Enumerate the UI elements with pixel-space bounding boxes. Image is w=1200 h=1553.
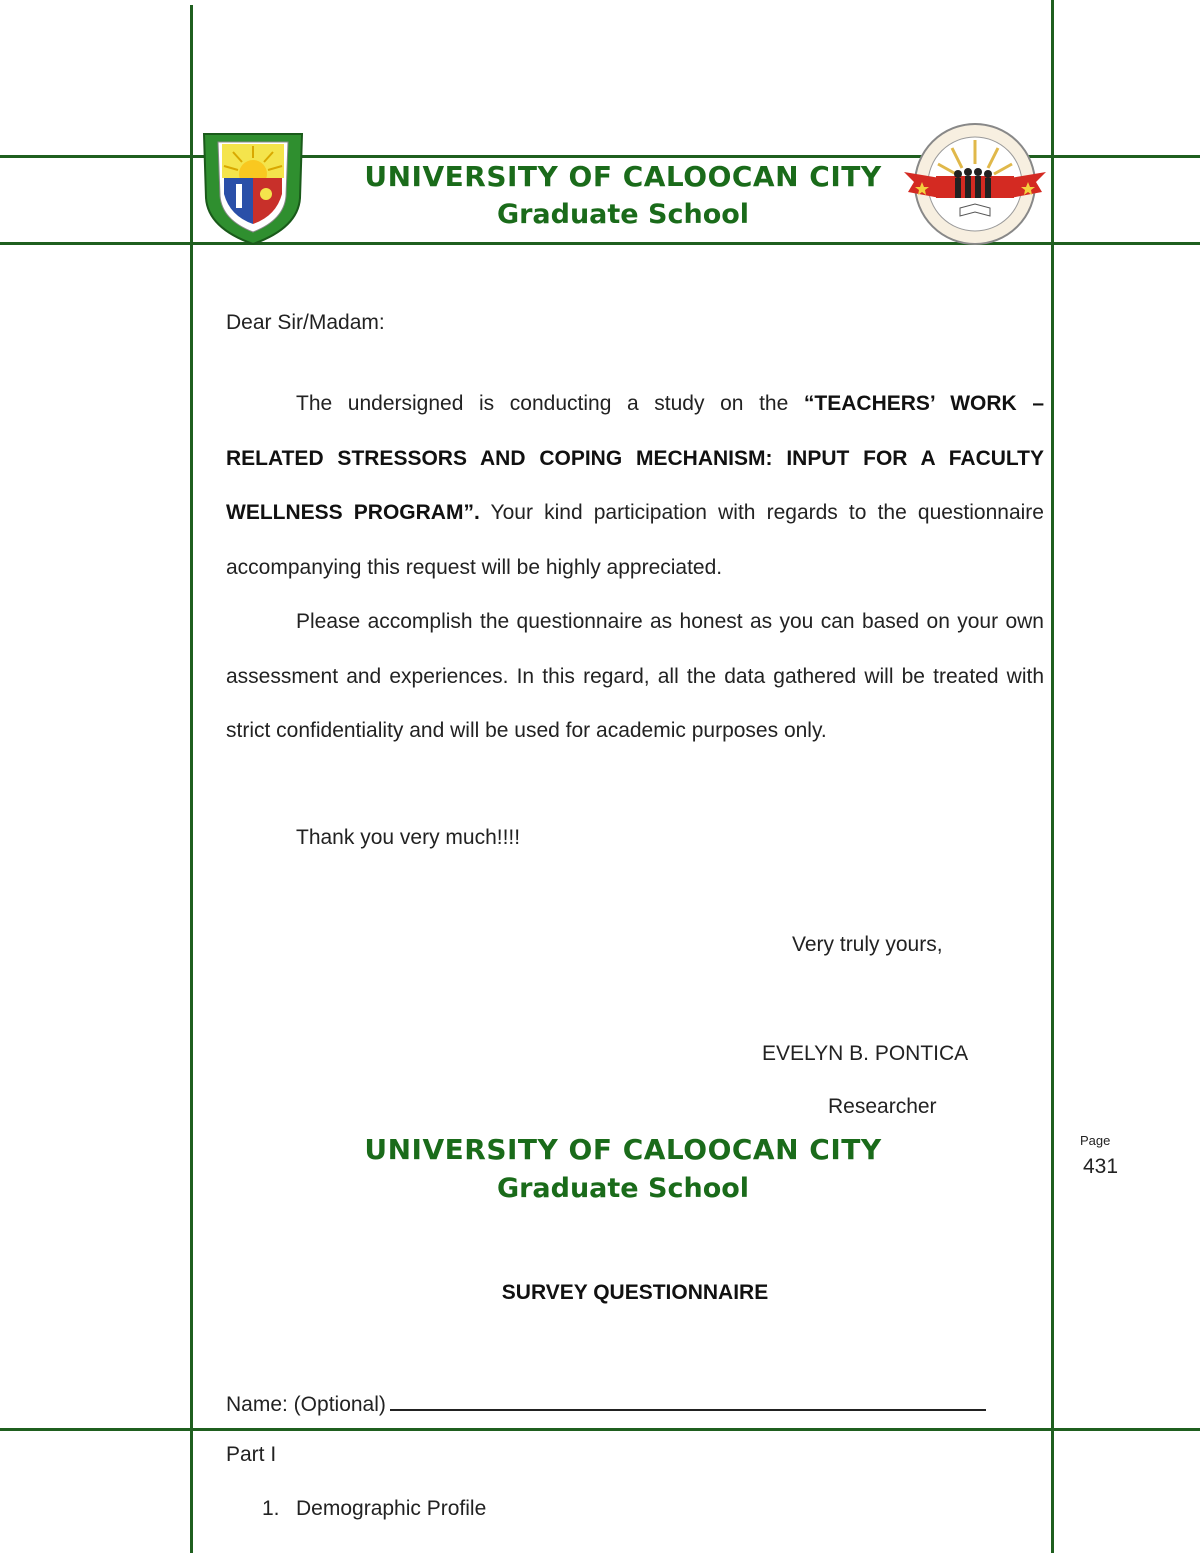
name-input-line[interactable] [390,1389,986,1411]
university-name: UNIVERSITY OF CALOOCAN CITY [364,160,882,193]
name-field-row [226,1389,986,1417]
right-border-line [1051,0,1054,1553]
survey-title: SURVEY QUESTIONNAIRE [501,1281,769,1304]
signer-name: EVELYN B. PONTICA [762,1042,969,1065]
second-university-name: UNIVERSITY OF CALOOCAN CITY [364,1133,882,1166]
second-graduate-school-title: Graduate School [496,1173,750,1204]
paragraph-2: Please accomplish the questionnaire as honest as you can based on your own assessment and experiences. In this regard, all the data gathered will be treated with strict confidentiality and will be used for academic purposes only. [226,610,1044,742]
lower-border-line [0,1428,1200,1431]
thanks-line: Thank you very much!!!! [296,826,521,849]
name-label: Name: (Optional) [226,1393,386,1416]
graduate-school-title: Graduate School [496,199,750,230]
item-number: 1. [262,1497,280,1520]
paragraph-1-rest: Your kind participation with regards to the questionnaire accompanying this request will be highly appreciated. [226,501,1044,579]
graduate-school-seal-icon [900,120,1050,248]
page-number: 431 [1083,1155,1119,1178]
closing-line: Very truly yours, [792,933,943,956]
signer-role: Researcher [828,1095,937,1118]
paragraph-1-intro: The undersigned is conducting a study on the [296,392,804,415]
study-title: “TEACHERS’ WORK – RELATED STRESSORS AND COPING MECHANISM: INPUT FOR A FACULTY WELLNESS PROGRAM”. [226,392,1044,524]
page-label: Page [1080,1133,1111,1148]
salutation: Dear Sir/Madam: [226,311,385,334]
university-seal-icon [200,128,306,246]
paragraph-1 [226,377,1044,595]
left-border-line [190,5,193,1553]
demographic-profile-item: Demographic Profile [296,1497,487,1520]
part-label: Part I [226,1443,277,1466]
